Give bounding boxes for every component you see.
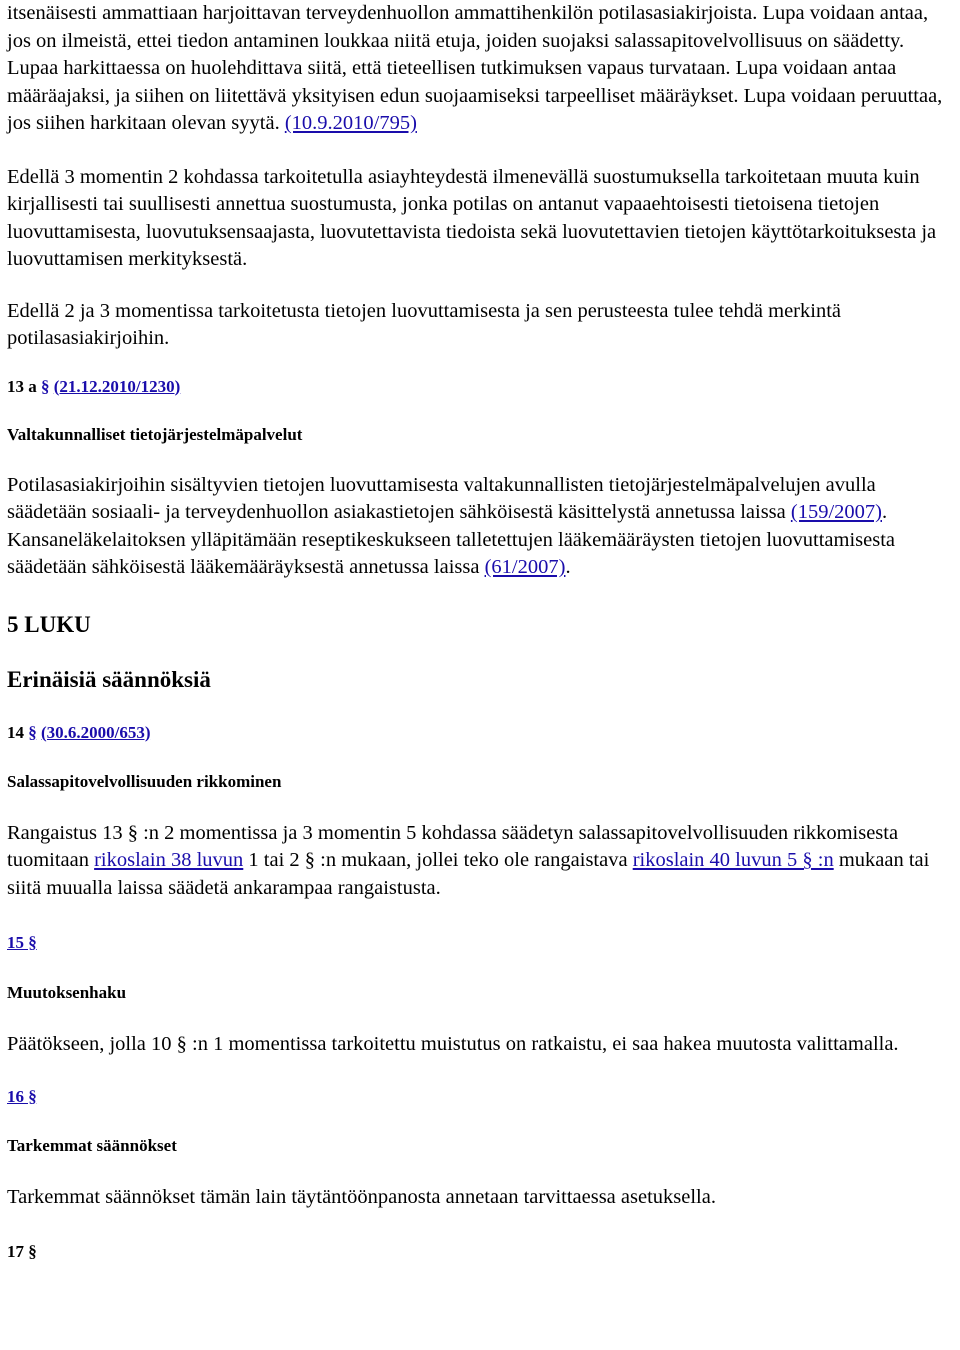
amendment-link-21-12-2010[interactable]: (21.12.2010/1230) <box>53 376 181 396</box>
section-16-link[interactable]: 16 § <box>7 1086 37 1106</box>
law-link-61-2007[interactable]: (61/2007) <box>484 556 566 578</box>
link-rikoslain-38-luvun[interactable]: rikoslain 38 luvun <box>94 849 244 871</box>
link-rikoslain-40-luvun[interactable]: rikoslain 40 luvun 5 § :n <box>632 849 834 871</box>
section-15-number <box>7 932 946 954</box>
section-15-text: Päätökseen, jolla 10 § :n 1 momentissa tarkoitettu muistutus on ratkaistu, ei saa hakea muutosta valittamalla. <box>7 1033 899 1055</box>
section-14-symbol[interactable]: § <box>28 722 37 742</box>
section-16-number <box>7 1086 946 1108</box>
section-14-text-3: mukaan tai siitä muualla laissa säädetä ankarampaa rangaistusta. <box>7 849 930 899</box>
paragraph-permission <box>7 0 946 138</box>
section-13a-text-2: . Kansaneläkelaitoksen ylläpitämään reseptikeskukseen talletettujen lääkemääräysten tietojen luovuttamisesta säädetään sähköisestä lääkemääräyksestä annetussa laissa <box>7 501 896 578</box>
section-13a-text-3: . <box>565 556 571 578</box>
section-15-heading: Muutoksenhaku <box>7 983 127 1002</box>
section-14-text <box>7 820 946 903</box>
section-15-link[interactable]: 15 § <box>7 933 37 952</box>
paragraph-marking: Edellä 2 ja 3 momentissa tarkoitetusta tietojen luovuttamisesta ja sen perusteesta tulee tehdä merkintä potilasasiakirjoihin. <box>7 299 841 349</box>
chapter-title: Erinäisiä säännöksiä <box>7 666 211 692</box>
section-13a-text <box>7 472 946 582</box>
paragraph-permission-text: itsenäisesti ammattiaan harjoittavan terveydenhuollon ammattihenkilön potilasasiakirjoista. Lupa voidaan antaa, jos on ilmeistä, ettei tiedon antaminen loukkaa niitä etuja, joiden suojaksi salassapitovelvollisuus on säädetty. Lupaa harkittaessa on huolehdittava siitä, että tieteellisen tutkimuksen vapaus turvataan. Lupa voidaan antaa määräajaksi, ja siihen on liitettävä yksityisen edun suojaamiseksi tarpeelliset määräykset. Lupa voidaan peruuttaa, jos siihen harkitaan olevan syytä. <box>7 2 943 134</box>
paragraph-consent: Edellä 3 momentin 2 kohdassa tarkoitetulla asiayhteydestä ilmenevällä suostumuksella tarkoitetaan muuta kuin kirjallisesti tai suullisesti annettua suostumusta, jonka potilas on antanut vapaaehtoisesti tietoisena tietojen luovuttamisesta, luovutuksensaajasta, luovutettavista tiedoista sekä luovutettavien tietojen käyttötarkoituksesta ja luovuttamisen merkityksestä. <box>7 165 937 270</box>
section-13a-symbol[interactable]: § <box>41 376 50 396</box>
section-17-number: 17 § <box>7 1242 37 1261</box>
amendment-link-10-9-2010[interactable]: (10.9.2010/795) <box>284 112 417 134</box>
section-13a-heading: Valtakunnalliset tietojärjestelmäpalvelut <box>7 424 303 444</box>
law-link-159-2007[interactable]: (159/2007) <box>790 501 882 523</box>
section-13a-number <box>7 376 946 398</box>
section-14-text-2: 1 tai 2 § :n mukaan, jollei teko ole rangaistava <box>243 849 633 871</box>
section-13a-text-1: Potilasasiakirjoihin sisältyvien tietojen luovuttamisesta valtakunnallisten tietojärjestelmäpalvelujen avulla säädetään sosiaali- ja terveydenhuollon asiakastietojen sähköisestä käsittelystä annetussa laissa <box>7 473 876 523</box>
section-13a-label: 13 a <box>7 376 37 396</box>
section-14-label: 14 <box>7 722 24 742</box>
amendment-link-30-6-2000[interactable]: (30.6.2000/653) <box>41 722 151 742</box>
chapter-number: 5 LUKU <box>7 611 91 637</box>
section-16-heading: Tarkemmat säännökset <box>7 1135 177 1155</box>
section-14-text-1: Rangaistus 13 § :n 2 momentissa ja 3 momentin 5 kohdassa säädetyn salassapitovelvollisuuden rikkomisesta tuomitaan <box>7 821 899 871</box>
section-14-heading: Salassapitovelvollisuuden rikkominen <box>7 771 282 791</box>
section-14-number <box>7 722 946 744</box>
section-16-text: Tarkemmat säännökset tämän lain täytäntöönpanosta annetaan tarvittaessa asetuksella. <box>7 1185 716 1208</box>
